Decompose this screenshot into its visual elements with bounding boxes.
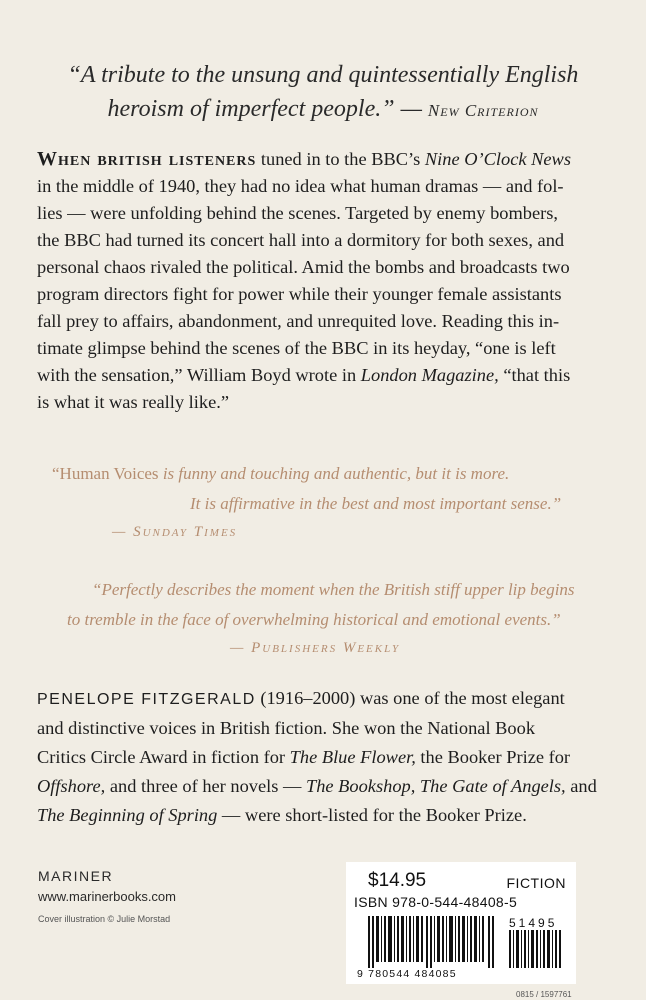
barcode-digits: 9 780544 484085 — [357, 968, 457, 980]
price: $14.95 — [368, 870, 427, 891]
cover-credit: Cover illustration © Julie Morstad — [38, 914, 171, 924]
bio-line: and distinctive voices in British fiction. She won the National Book — [37, 718, 536, 738]
description-line: lies — were unfolding behind the scenes. Targeted by enemy bombers, — [37, 203, 559, 223]
praise-quote-1-line2: It is affirmative in the best and most important sense.” — [190, 494, 562, 513]
bio-line: The Beginning of Spring — were short-listed for the Booker Prize. — [37, 805, 527, 825]
description-line: fall prey to affairs, abandonment, and unrequited love. Reading this in- — [37, 311, 560, 331]
top-quote-source: New Criterion — [427, 101, 539, 120]
isbn-text: ISBN 978-0-544-48408-5 — [354, 894, 518, 910]
description-line: timate glimpse behind the scenes of the BBC in its heyday, “one is left — [37, 338, 556, 358]
print-code: 0815 / 1597761 — [516, 990, 572, 999]
barcode-panel — [346, 862, 576, 984]
description-line: is what it was really like.” — [37, 392, 230, 412]
description-line: the BBC had turned its concert hall into a dormitory for both sexes, and — [37, 230, 565, 250]
publisher-name: MARINER — [38, 868, 114, 884]
bio-line: Critics Circle Award in fiction for The Blue Flower, the Booker Prize for — [37, 747, 571, 767]
description-line: in the middle of 1940, they had no idea what human dramas — and fol- — [37, 176, 564, 196]
ean-barcode — [368, 916, 498, 968]
addon-number: 51495 — [509, 916, 558, 930]
praise-quote-2-line2: to tremble in the face of overwhelming historical and emotional events.” — [67, 610, 561, 629]
description-line: When british listeners tuned in to the BBC’s Nine O’Clock News — [37, 148, 571, 170]
bio-line: PENELOPE FITZGERALD (1916–2000) was one of the most elegant — [37, 688, 565, 708]
praise-quote-1-line1: “Human Voices is funny and touching and authentic, but it is more. — [52, 464, 510, 483]
publisher-info — [38, 868, 176, 924]
publisher-url: www.marinerbooks.com — [38, 889, 176, 904]
praise-quote-1-source: — Sunday Times — [112, 524, 238, 540]
book-description — [37, 146, 609, 416]
author-bio — [37, 684, 609, 830]
description-line: with the sensation,” William Boyd wrote in London Magazine, “that this — [37, 365, 571, 385]
praise-quote-2-source: — Publishers Weekly — [230, 640, 401, 656]
description-line: personal chaos rivaled the political. Amid the bombs and broadcasts two — [37, 257, 570, 277]
top-quote-line2: heroism of imperfect people.” — New Criterion — [107, 96, 539, 122]
bio-line: Offshore, and three of her novels — The Bookshop, The Gate of Angels, and — [37, 776, 597, 796]
praise-quote-2-line1: “Perfectly describes the moment when the British stiff upper lip begins — [92, 580, 575, 599]
category-label: FICTION — [506, 875, 566, 891]
description-line: program directors fight for power while their younger female assistants — [37, 284, 562, 304]
top-quote-line1: “A tribute to the unsung and quintessentially English — [67, 62, 579, 88]
author-name: PENELOPE FITZGERALD — [37, 691, 256, 708]
